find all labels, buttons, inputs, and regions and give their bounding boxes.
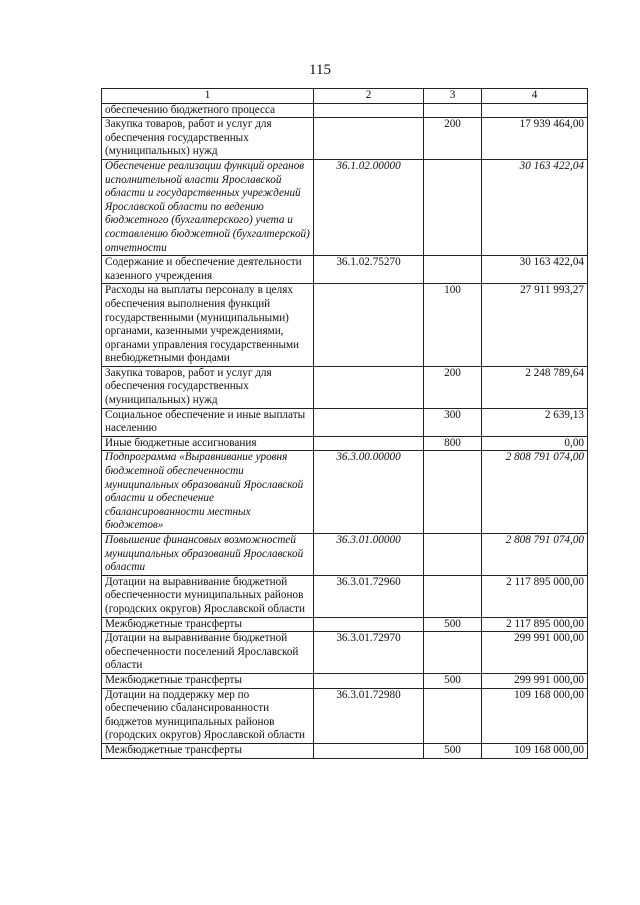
page-number: 115 — [309, 62, 331, 78]
row-sum-cell: 27 911 993,27 — [482, 284, 588, 367]
table-body — [102, 103, 588, 758]
row-sum-cell — [482, 103, 588, 118]
row-name-cell: обеспечению бюджетного процесса — [102, 103, 314, 118]
row-code-cell: 36.1.02.00000 — [314, 159, 424, 255]
row-kind-cell: 200 — [424, 118, 482, 160]
row-code-cell — [314, 673, 424, 688]
row-sum-cell: 109 168 000,00 — [482, 688, 588, 743]
row-name-cell: Социальное обеспечение и иные выплаты населению — [102, 408, 314, 436]
row-sum-cell: 30 163 422,04 — [482, 159, 588, 255]
row-name-cell: Межбюджетные трансферты — [102, 617, 314, 632]
row-name-cell: Обеспечение реализации функций органов исполнительной власти Ярославской области и государственных учреждений Ярославской области по ведению бюджетного (бухгалтерского) учета и составлению бюджетной (бухгалтерской) отчетности — [102, 159, 314, 255]
row-sum-cell: 30 163 422,04 — [482, 256, 588, 284]
row-name-cell: Межбюджетные трансферты — [102, 743, 314, 758]
row-name-cell: Закупка товаров, работ и услуг для обеспечения государственных (муниципальных) нужд — [102, 118, 314, 160]
row-sum-cell: 2 639,13 — [482, 408, 588, 436]
column-header-3: 3 — [424, 89, 482, 104]
column-header-1: 1 — [102, 89, 314, 104]
row-sum-cell: 0,00 — [482, 436, 588, 451]
row-name-cell: Расходы на выплаты персоналу в целях обеспечения выполнения функций государственными (муниципальными) органами, казенными учреждениями, органами управления государственными внебюджетными фондами — [102, 284, 314, 367]
header-row — [102, 89, 588, 104]
row-sum-cell: 299 991 000,00 — [482, 632, 588, 674]
row-kind-cell — [424, 534, 482, 576]
table-row — [102, 451, 588, 534]
row-sum-cell: 2 808 791 074,00 — [482, 451, 588, 534]
row-kind-cell: 500 — [424, 617, 482, 632]
table-row — [102, 284, 588, 367]
row-code-cell — [314, 408, 424, 436]
row-kind-cell: 100 — [424, 284, 482, 367]
row-sum-cell: 2 117 895 000,00 — [482, 575, 588, 617]
row-sum-cell: 109 168 000,00 — [482, 743, 588, 758]
row-sum-cell: 2 248 789,64 — [482, 366, 588, 408]
row-kind-cell — [424, 103, 482, 118]
row-code-cell — [314, 617, 424, 632]
row-name-cell: Повышение финансовых возможностей муниципальных образований Ярославской области — [102, 534, 314, 576]
table-row — [102, 534, 588, 576]
row-code-cell — [314, 743, 424, 758]
row-name-cell: Дотации на поддержку мер по обеспечению сбалансированности бюджетов муниципальных районов (городских округов) Ярославской области — [102, 688, 314, 743]
table-row — [102, 632, 588, 674]
row-kind-cell: 500 — [424, 673, 482, 688]
table-row — [102, 673, 588, 688]
row-code-cell: 36.3.01.72970 — [314, 632, 424, 674]
table-row — [102, 118, 588, 160]
row-name-cell: Закупка товаров, работ и услуг для обеспечения государственных (муниципальных) нужд — [102, 366, 314, 408]
row-kind-cell — [424, 632, 482, 674]
row-kind-cell — [424, 451, 482, 534]
budget-table — [101, 88, 588, 759]
table-row — [102, 408, 588, 436]
row-code-cell — [314, 366, 424, 408]
row-kind-cell: 500 — [424, 743, 482, 758]
row-code-cell: 36.3.00.00000 — [314, 451, 424, 534]
row-name-cell: Межбюджетные трансферты — [102, 673, 314, 688]
row-sum-cell: 17 939 464,00 — [482, 118, 588, 160]
row-code-cell: 36.3.01.72960 — [314, 575, 424, 617]
column-header-4: 4 — [482, 89, 588, 104]
row-code-cell — [314, 103, 424, 118]
table-row — [102, 366, 588, 408]
row-name-cell: Подпрограмма «Выравнивание уровня бюджетной обеспеченности муниципальных образований Ярославской области и обеспечение сбалансированности местных бюджетов» — [102, 451, 314, 534]
row-code-cell: 36.1.02.75270 — [314, 256, 424, 284]
table-row — [102, 159, 588, 255]
row-kind-cell — [424, 688, 482, 743]
table-row — [102, 743, 588, 758]
row-sum-cell: 299 991 000,00 — [482, 673, 588, 688]
row-name-cell: Дотации на выравнивание бюджетной обеспеченности муниципальных районов (городских округов) Ярославской области — [102, 575, 314, 617]
row-kind-cell: 200 — [424, 366, 482, 408]
table-row — [102, 103, 588, 118]
row-name-cell: Иные бюджетные ассигнования — [102, 436, 314, 451]
row-name-cell: Дотации на выравнивание бюджетной обеспеченности поселений Ярославской области — [102, 632, 314, 674]
row-code-cell: 36.3.01.00000 — [314, 534, 424, 576]
row-code-cell: 36.3.01.72980 — [314, 688, 424, 743]
table-row — [102, 256, 588, 284]
row-kind-cell — [424, 575, 482, 617]
row-sum-cell: 2 117 895 000,00 — [482, 617, 588, 632]
row-code-cell — [314, 284, 424, 367]
row-kind-cell: 300 — [424, 408, 482, 436]
table-row — [102, 575, 588, 617]
row-kind-cell — [424, 256, 482, 284]
table-row — [102, 688, 588, 743]
column-header-2: 2 — [314, 89, 424, 104]
row-kind-cell — [424, 159, 482, 255]
row-name-cell: Содержание и обеспечение деятельности казенного учреждения — [102, 256, 314, 284]
row-sum-cell: 2 808 791 074,00 — [482, 534, 588, 576]
table-row — [102, 436, 588, 451]
row-kind-cell: 800 — [424, 436, 482, 451]
row-code-cell — [314, 436, 424, 451]
table-row — [102, 617, 588, 632]
row-code-cell — [314, 118, 424, 160]
